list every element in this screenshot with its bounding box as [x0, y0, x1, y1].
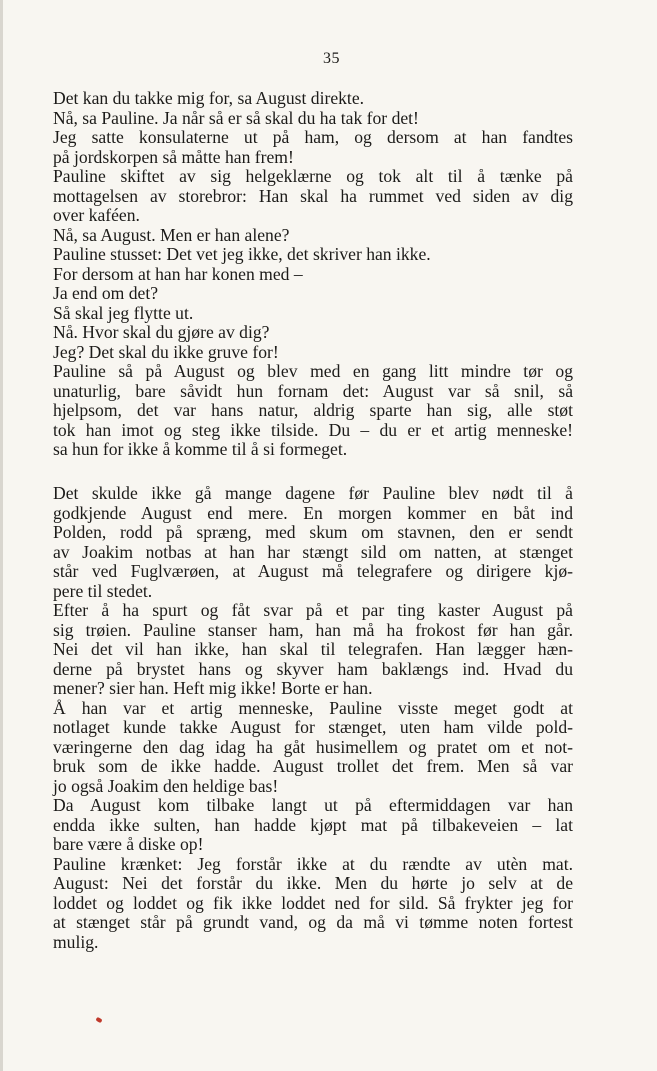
ink-mark — [95, 1017, 102, 1023]
text-line: pere til stedet. — [53, 580, 153, 601]
text-line: bare være å diske op! — [53, 834, 204, 854]
text-line: Å han var et artig menneske, Pauline visste meget godt at — [53, 698, 573, 718]
text-line: hjelpsom, det var hans natur, aldrig sparte han sig, alle støt — [53, 401, 573, 420]
text-line: Nå, sa Pauline. Ja når så er så skal du ha tak for det! — [53, 107, 419, 128]
text-line: Polden, rodd på spræng, med skum om stavnen, den er sendt — [53, 523, 573, 542]
text-line: Nå, sa August. Men er han alene? — [53, 224, 290, 245]
text-line: August: Nei det forstår du ikke. Men du hørte jo selv at de — [53, 874, 573, 893]
text-line: Pauline så på August og blev med en gang litt mindre tør og — [53, 362, 573, 381]
text-block-lower — [53, 484, 573, 952]
text-line: mulig. — [53, 931, 99, 952]
text-line: Nå. Hvor skal du gjøre av dig? — [53, 322, 270, 342]
text-line: over kaféen. — [53, 205, 140, 225]
text-line: sa hun for ikke å komme til å si formeget. — [53, 439, 348, 459]
text-line: For dersom at han har konen med – — [53, 263, 303, 284]
text-line: Da August kom tilbake langt ut på eftermiddagen var han — [53, 796, 573, 815]
text-line: Pauline stusset: Det vet jeg ikke, det skriver han ikke. — [53, 244, 431, 264]
text-line: godkjende August end mere. En morgen kommer en båt ind — [53, 503, 573, 523]
text-line: bruk som de ikke hadde. August trollet det frem. Men så var — [53, 757, 573, 776]
text-line: derne på brystet hans og skyver ham baklængs ind. Hvad du — [53, 659, 573, 679]
text-line: loddet og loddet og fik ikke loddet ned for sild. Så frykter jeg for — [53, 893, 573, 913]
text-line: at stænget står på grundt vand, og da må vi tømme noten fortest — [53, 913, 573, 932]
text-block-upper — [53, 89, 573, 460]
text-line: av Joakim notbas at han har stængt sild om natten, at stænget — [53, 542, 573, 562]
text-line: tok han imot og steg ikke tilside. Du – du er et artig menneske! — [53, 420, 573, 440]
text-line: mottagelsen av storebror: Han skal ha rummet ved siden av dig — [53, 186, 573, 206]
text-line: Det kan du takke mig for, sa August direkte. — [53, 88, 365, 108]
text-line: Jeg? Det skal du ikke gruve for! — [53, 341, 279, 362]
text-line: unaturlig, bare såvidt hun fornam det: August var så snil, så — [53, 381, 573, 401]
text-line: Efter å ha spurt og fåt svar på et par ting kaster August på — [53, 601, 573, 620]
text-line: væringerne den dag idag ha gåt husimellem og pratet om et not- — [53, 737, 573, 757]
text-line: jo også Joakim den heldige bas! — [53, 775, 279, 796]
text-line: Nei det vil han ikke, han skal til telegrafen. Han lægger hæn- — [53, 640, 573, 659]
page-number: 35 — [323, 50, 340, 67]
text-line: sig trøien. Pauline stanser ham, han må ha frokost før han går. — [53, 620, 573, 640]
text-line: Så skal jeg flytte ut. — [53, 302, 194, 323]
text-line: mener? sier han. Heft mig ikke! Borte er han. — [53, 678, 373, 698]
text-line: Ja end om det? — [53, 283, 159, 303]
text-line: Pauline krænket: Jeg forstår ikke at du rændte av utèn mat. — [53, 854, 573, 874]
text-line: endda ikke sulten, han hadde kjøpt mat på tilbakeveien – lat — [53, 815, 573, 835]
text-line: Det skulde ikke gå mange dagene før Pauline blev nødt til å — [53, 484, 573, 503]
text-line: står ved Fuglværøen, at August må telegrafere og dirigere kjø- — [53, 562, 573, 581]
text-line: på jordskorpen så måtte han frem! — [53, 146, 294, 167]
text-line: Jeg satte konsulaterne ut på ham, og dersom at han fandtes — [53, 128, 573, 147]
text-line: Pauline skiftet av sig helgeklærne og tok alt til å tænke på — [53, 167, 573, 186]
text-line: notlaget kunde takke August for stænget, uten ham vilde pold- — [53, 718, 573, 737]
